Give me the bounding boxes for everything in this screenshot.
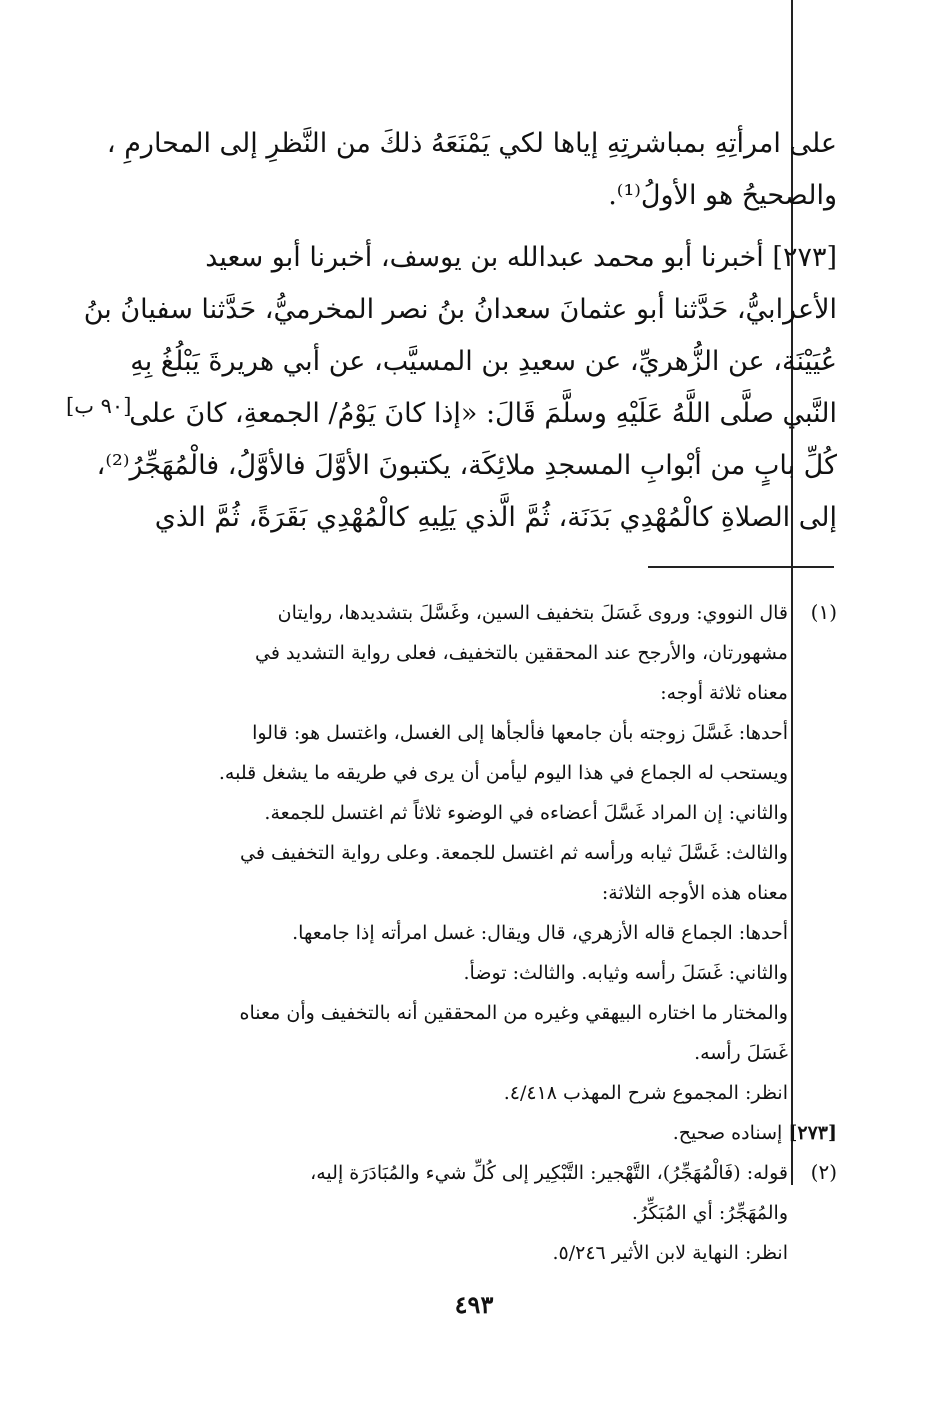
footnote-line: مشهورتان، والأرجح عند المحققين بالتخفيف، فعلى رواية التشديد في: [254, 642, 788, 664]
footnote-line: ويستحب له الجماع في هذا اليوم ليأمن أن يرى في طريقه ما يشغل قلبه.: [218, 762, 788, 784]
footnote-line: [137, 1113, 837, 1153]
footnote-line: والثالث: غَسَّلَ ثيابه ورأسه ثم اغتسل للجمعة. وعلى رواية التخفيف في: [240, 842, 788, 864]
text-line: كُلِّ بابٍ من أبْوابِ المسجدِ ملائِكَة، يكتبونَ الأوَّلَ فالأوَّلُ، فالْمُهَجِّرُ⁽²⁾،: [96, 450, 837, 481]
page-number: ٤٩٣: [454, 1290, 494, 1319]
footnote-line: قوله: (فَالْمُهَجِّرُ)، التَّهْجير: التَّبْكِير إلى كُلِّ شيء والمُبَادَرَة إليه،: [310, 1162, 788, 1184]
footnote-line: أحدها: الجماع قاله الأزهري، قال ويقال: غسل امرأته إذا جامعها.: [292, 922, 788, 944]
footnote-2: [128, 1153, 788, 1273]
text-line: النَّبي صلَّى اللَّهُ عَلَيْهِ وسلَّمَ قَالَ: «إذا كانَ يَوْمُ/ الجمعةِ، كانَ على: [129, 398, 837, 429]
text-line: الأعرابيُّ، حَدَّثنا أبو عثمانَ سعدانُ بنُ نصر المخرميُّ، حَدَّثنا سفيانُ بنُ: [83, 294, 837, 325]
footnote-1-label: (١): [810, 600, 837, 624]
text-line: على امرأتِهِ بمباشرتِهِ إياها لكي يَمْنَعَهُ ذلكَ من النَّظرِ إلى المحارمِ ،: [106, 128, 837, 159]
footnote-line: والمختار ما اختاره البيهقي وغيره من المحققين أنه بالتخفيف وأن معناه: [239, 1002, 788, 1024]
footnote-273-text: إسناده صحيح.: [672, 1122, 783, 1144]
text-line: عُيَيْنَة، عن الزُّهريِّ، عن سعيدِ بن المسيَّب، عن أبي هريرةَ يَبْلُغُ بِهِ: [130, 346, 837, 377]
footnote-line: غَسَلَ رأسه.: [694, 1042, 788, 1064]
footnote-line: أحدها: غَسَّلَ زوجته بأن جامعها فألجأها إلى الغسل، واغتسل هو: قالوا: [252, 722, 788, 744]
footnote-separator: [648, 566, 834, 568]
footnote-1: [128, 593, 788, 1113]
paragraph-1: [106, 118, 837, 222]
footnote-line: معناه ثلاثة أوجه:: [660, 682, 788, 704]
text-line: إلى الصلاةِ كالْمُهْدِي بَدَنَة، ثُمَّ الَّذي يَلِيهِ كالْمُهْدِي بَقَرَةً، ثُمَّ الذي: [154, 502, 837, 533]
footnote-273: [137, 1113, 837, 1153]
manuscript-folio-ref: [٩٠ ب]: [66, 394, 132, 418]
footnote-line: قال النووي: وروى غَسَلَ بتخفيف السين، وغَسَّلَ بتشديدها، روايتان: [277, 602, 788, 624]
text-line: [٢٧٣] أخبرنا أبو محمد عبدالله بن يوسف، أخبرنا أبو سعيد: [205, 242, 837, 273]
footnote-2-label: (٢): [810, 1160, 837, 1184]
footnote-line: انظر: المجموع شرح المهذب ٤/٤١٨.: [503, 1082, 788, 1104]
footnote-line: معناه هذه الأوجه الثلاثة:: [601, 882, 788, 904]
footnote-line: والمُهَجِّرُ: أي المُبَكِّرُ.: [631, 1202, 788, 1224]
text-line: والصحيحُ هو الأولُ⁽¹⁾.: [608, 180, 837, 211]
footnote-line: والثاني: إن المراد غَسَّلَ أعضاءه في الوضوء ثلاثاً ثم اغتسل للجمعة.: [264, 802, 788, 824]
footnote-line: انظر: النهاية لابن الأثير ٥/٢٤٦.: [552, 1242, 788, 1264]
footnote-273-label: [٢٧٣]: [788, 1122, 837, 1144]
footnote-line: والثاني: غَسَلَ رأسه وثيابه. والثالث: توضأ.: [463, 962, 788, 984]
